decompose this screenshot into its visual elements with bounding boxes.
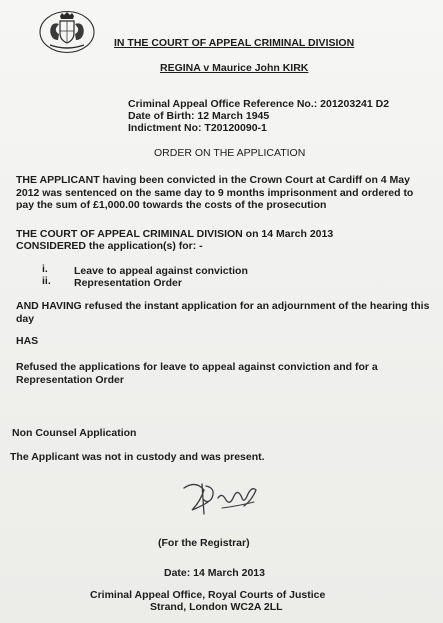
royal-coat-of-arms-icon	[38, 10, 96, 54]
court-title: IN THE COURT OF APPEAL CRIMINAL DIVISION	[114, 37, 355, 49]
has-heading: HAS	[16, 335, 39, 347]
refused-paragraph: Refused the applications for leave to appeal against conviction and for a Representation Order	[16, 361, 378, 386]
application-numeral-1: i.	[42, 263, 48, 275]
considered-line-1: THE COURT OF APPEAL CRIMINAL DIVISION on 14 March 2013	[16, 228, 334, 240]
registrar-signature-icon	[178, 476, 260, 524]
reference-number: Criminal Appeal Office Reference No.: 201203241 D2	[128, 98, 390, 110]
application-item-2: Representation Order	[74, 277, 182, 289]
date-of-birth: Date of Birth: 12 March 1945	[128, 110, 270, 122]
footer-address-line-1: Criminal Appeal Office, Royal Courts of Justice	[90, 589, 326, 601]
order-title: ORDER ON THE APPLICATION	[154, 147, 306, 159]
signature-date: Date: 14 March 2013	[164, 567, 265, 579]
application-type: Non Counsel Application	[12, 427, 137, 439]
applicant-paragraph: THE APPLICANT having been convicted in the Crown Court at Cardiff on 4 May 2012 was sentenced on the same day to 9 months imprisonment and ordered to pay the sum of £1,000.00 towards the costs of the prosecution	[16, 174, 414, 211]
considered-line-2: CONSIDERED the application(s) for: -	[16, 240, 203, 252]
adjournment-paragraph: AND HAVING refused the instant application for an adjournment of the hearing this day	[16, 300, 430, 325]
for-registrar: (For the Registrar)	[158, 537, 250, 549]
case-title: REGINA v Maurice John KIRK	[160, 62, 309, 74]
custody-note: The Applicant was not in custody and was present.	[10, 451, 265, 463]
application-numeral-2: ii.	[42, 275, 51, 287]
application-item-1: Leave to appeal against conviction	[74, 265, 248, 277]
indictment-number: Indictment No: T20120090-1	[128, 122, 267, 134]
footer-address-line-2: Strand, London WC2A 2LL	[150, 601, 283, 613]
